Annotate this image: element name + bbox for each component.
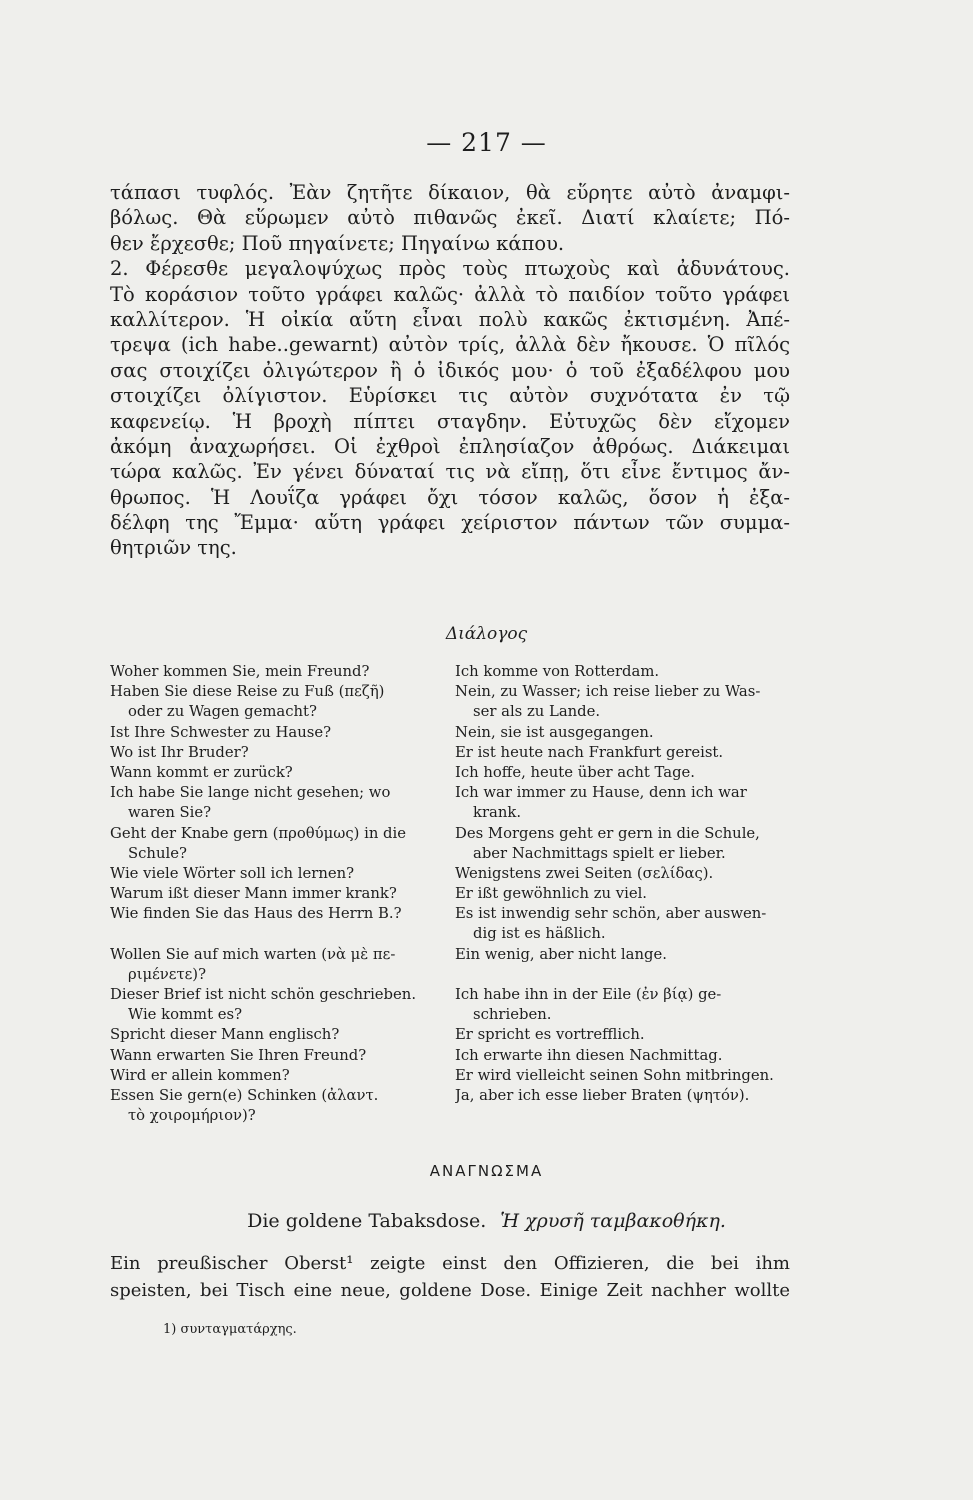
dialog-row bbox=[110, 824, 800, 864]
dialog-answer bbox=[455, 1086, 800, 1126]
dialog-row bbox=[110, 884, 800, 904]
dialog-row bbox=[110, 682, 800, 722]
dialog-answer bbox=[455, 783, 800, 823]
question-line: Ist Ihre Schwester zu Hause? bbox=[110, 723, 332, 741]
blank-line bbox=[455, 965, 800, 985]
dialog-row bbox=[110, 864, 800, 884]
answer-line: Nein, sie ist ausgegangen. bbox=[455, 723, 654, 741]
story-text bbox=[110, 1250, 790, 1304]
dialog-answer bbox=[455, 945, 800, 985]
answer-line: Ich hoffe, heute über acht Tage. bbox=[455, 763, 696, 781]
text-line: ἀκόμη ἀναχωρήσει. Οἱ ἐχθροὶ ἐπλησίαζον ἀθρόως. Διάκειμαι bbox=[110, 434, 790, 458]
text-line: 2. Φέρεσθε μεγαλοψύχως πρὸς τοὺς πτωχοὺς καὶ ἀδυνάτους. bbox=[110, 257, 790, 281]
story-title bbox=[0, 1210, 973, 1232]
answer-line: Ich komme von Rotterdam. bbox=[455, 663, 660, 680]
text-line: τρεψα (ich habe..gewarnt) αὐτὸν τρίς, ἀλλὰ δὲν ἤκουσε. Ὁ πῖλός bbox=[110, 333, 790, 357]
question-line: Haben Sie diese Reise zu Fuß (πεζῆ) bbox=[110, 683, 385, 701]
dialog-answer bbox=[455, 1046, 800, 1066]
answer-line: Er ißt gewöhnlich zu viel. bbox=[455, 885, 648, 903]
dialog-answer bbox=[455, 723, 800, 743]
dialog-row bbox=[110, 904, 800, 944]
question-line: Wann kommt er zurück? bbox=[110, 763, 293, 781]
question-line: Wollen Sie auf mich warten (νὰ μὲ πε- bbox=[110, 945, 396, 963]
text-line: τώρα καλῶς. Ἐν γένει δύναταί τις νὰ εἴπῃ, ὅτι εἶνε ἔντιμος ἄν- bbox=[110, 460, 790, 484]
dialog-question bbox=[110, 985, 455, 1025]
dialog-question bbox=[110, 904, 455, 944]
dialog-question bbox=[110, 884, 455, 904]
dialog-row bbox=[110, 1086, 800, 1126]
dialog-question bbox=[110, 945, 455, 985]
text-line: καλλίτερον. Ἡ οἰκία αὕτη εἶναι πολὺ κακῶς ἐκτισμένη. Ἀπέ- bbox=[110, 307, 790, 331]
question-line: Ich habe Sie lange nicht gesehen; wo bbox=[110, 784, 391, 802]
blank-line bbox=[110, 924, 455, 944]
text-line: σας στοιχίζει ὀλιγώτερον ἢ ὁ ἰδικός μου· ὁ τοῦ ἐξαδέλφου μου bbox=[110, 358, 790, 382]
answer-line: Er ist heute nach Frankfurt gereist. bbox=[455, 743, 724, 761]
text-line: θρωπος. Ἡ Λουΐζα γράφει ὄχι τόσον καλῶς, ὅσον ἡ ἐξα- bbox=[110, 485, 790, 509]
dialog-question bbox=[110, 1046, 455, 1066]
question-line: Wann erwarten Sie Ihren Freund? bbox=[110, 1046, 367, 1064]
story-line: Ein preußischer Oberst¹ zeigte einst den Offizieren, die bei ihm bbox=[110, 1253, 790, 1274]
question-line: Schule? bbox=[128, 844, 187, 862]
story-line: speisten, bei Tisch eine neue, goldene Dose. Einige Zeit nachher wollte bbox=[110, 1280, 790, 1301]
question-line: Wie finden Sie das Haus des Herrn B.? bbox=[110, 905, 402, 923]
answer-line: dig ist es häßlich. bbox=[473, 925, 606, 943]
answer-line: schrieben. bbox=[473, 1006, 552, 1024]
dialog-answer bbox=[455, 884, 800, 904]
dialog-answer bbox=[455, 682, 800, 722]
question-line: ριμένετε)? bbox=[128, 965, 207, 983]
question-line: Warum ißt dieser Mann immer krank? bbox=[110, 885, 397, 903]
question-line: Geht der Knabe gern (προθύμως) in die bbox=[110, 824, 407, 842]
dialog-row bbox=[110, 783, 800, 823]
text-line: θεν ἔρχεσθε; Ποῦ πηγαίνετε; Πηγαίνω κάπου. bbox=[110, 231, 565, 255]
dialog-answer bbox=[455, 864, 800, 884]
dialog-answer bbox=[455, 904, 800, 944]
answer-line: aber Nachmittags spielt er lieber. bbox=[473, 844, 726, 862]
dialog-question bbox=[110, 864, 455, 884]
answer-line: Nein, zu Wasser; ich reise lieber zu Was- bbox=[455, 683, 761, 701]
answer-line: krank. bbox=[473, 804, 522, 822]
dialog-row bbox=[110, 985, 800, 1025]
question-line: Woher kommen Sie, mein Freund? bbox=[110, 663, 370, 680]
dialog-question bbox=[110, 783, 455, 823]
answer-line: Ich habe ihn in der Eile (ἐν βίᾳ) ge- bbox=[455, 986, 722, 1003]
dialog-answer bbox=[455, 1066, 800, 1086]
dialog-row bbox=[110, 1046, 800, 1066]
answer-line: Ein wenig, aber nicht lange. bbox=[455, 945, 667, 963]
dialog-answer bbox=[455, 1025, 800, 1045]
dialog-row bbox=[110, 743, 800, 763]
story-title-german: Die goldene Tabaksdose. bbox=[247, 1210, 487, 1232]
section-title: ΑΝΑΓΝΩΣΜΑ bbox=[429, 1162, 544, 1180]
dialog-row bbox=[110, 945, 800, 985]
question-line: Essen Sie gern(e) Schinken (ἀλαντ. bbox=[110, 1086, 379, 1104]
answer-line: Er wird vielleicht seinen Sohn mitbringen. bbox=[455, 1066, 774, 1084]
answer-line: Des Morgens geht er gern in die Schule, bbox=[455, 824, 760, 842]
page-number: — 217 — bbox=[426, 128, 547, 157]
dialog-row bbox=[110, 723, 800, 743]
answer-line: Es ist inwendig sehr schön, aber auswen- bbox=[455, 905, 767, 923]
text-line: δέλφη της Ἔμμα· αὕτη γράφει χείριστον πάντων τῶν συμμα- bbox=[110, 511, 790, 535]
question-line: oder zu Wagen gemacht? bbox=[128, 703, 317, 721]
text-line: θητριῶν της. bbox=[110, 536, 237, 560]
question-line: Spricht dieser Mann englisch? bbox=[110, 1026, 340, 1044]
footnote: 1) συνταγματάρχης. bbox=[163, 1322, 297, 1337]
dialog-row bbox=[110, 662, 800, 682]
dialog-row bbox=[110, 1066, 800, 1086]
answer-line: ser als zu Lande. bbox=[473, 703, 601, 721]
text-line: τάπασι τυφλός. Ἐὰν ζητῆτε δίκαιον, θὰ εὕρητε αὐτὸ ἀναμφι- bbox=[110, 181, 790, 204]
dialog-question bbox=[110, 1086, 455, 1126]
answer-line: Wenigstens zwei Seiten (σελίδας). bbox=[455, 864, 714, 882]
question-line: Wie kommt es? bbox=[128, 1006, 243, 1024]
dialog-answer bbox=[455, 763, 800, 783]
dialog-table bbox=[110, 662, 800, 1126]
text-line: βόλως. Θὰ εὕρωμεν αὐτὸ πιθανῶς ἐκεῖ. Διατί κλαίετε; Πό- bbox=[110, 206, 790, 230]
question-line: Wird er allein kommen? bbox=[110, 1066, 290, 1084]
greek-exercise-text bbox=[110, 180, 790, 561]
question-line: Dieser Brief ist nicht schön geschrieben. bbox=[110, 986, 417, 1003]
answer-line: Er spricht es vortrefflich. bbox=[455, 1026, 645, 1044]
dialog-answer bbox=[455, 743, 800, 763]
question-line: τὸ χοιρομήριον)? bbox=[128, 1107, 256, 1125]
dialog-question bbox=[110, 682, 455, 722]
dialog-question bbox=[110, 763, 455, 783]
dialog-title: Διάλογος bbox=[445, 624, 528, 644]
answer-line: Ich erwarte ihn diesen Nachmittag. bbox=[455, 1046, 723, 1064]
dialog-answer bbox=[455, 824, 800, 864]
dialog-answer bbox=[455, 662, 800, 682]
dialog-question bbox=[110, 824, 455, 864]
dialog-question bbox=[110, 662, 455, 682]
dialog-row bbox=[110, 1025, 800, 1045]
question-line: waren Sie? bbox=[128, 804, 212, 822]
story-title-greek: Ἡ χρυσῆ ταμβακοθήκη. bbox=[500, 1210, 726, 1232]
question-line: Wie viele Wörter soll ich lernen? bbox=[110, 864, 355, 882]
dialog-question bbox=[110, 1066, 455, 1086]
dialog-row bbox=[110, 763, 800, 783]
text-line: Τὸ κοράσιον τοῦτο γράφει καλῶς· ἀλλὰ τὸ παιδίον τοῦτο γράφει bbox=[110, 282, 790, 306]
dialog-question bbox=[110, 1025, 455, 1045]
question-line: Wo ist Ihr Bruder? bbox=[110, 743, 249, 761]
text-line: καφενείῳ. Ἡ βροχὴ πίπτει σταγδην. Εὐτυχῶς δὲν εἴχομεν bbox=[110, 409, 790, 433]
dialog-question bbox=[110, 723, 455, 743]
answer-line: Ich war immer zu Hause, denn ich war bbox=[455, 784, 747, 802]
dialog-answer bbox=[455, 985, 800, 1025]
answer-line: Ja, aber ich esse lieber Braten (ψητόν). bbox=[455, 1086, 750, 1104]
text-line: στοιχίζει ὀλίγιστον. Εὑρίσκει τις αὐτὸν συχνότατα ἐν τῷ bbox=[110, 384, 790, 408]
dialog-question bbox=[110, 743, 455, 763]
